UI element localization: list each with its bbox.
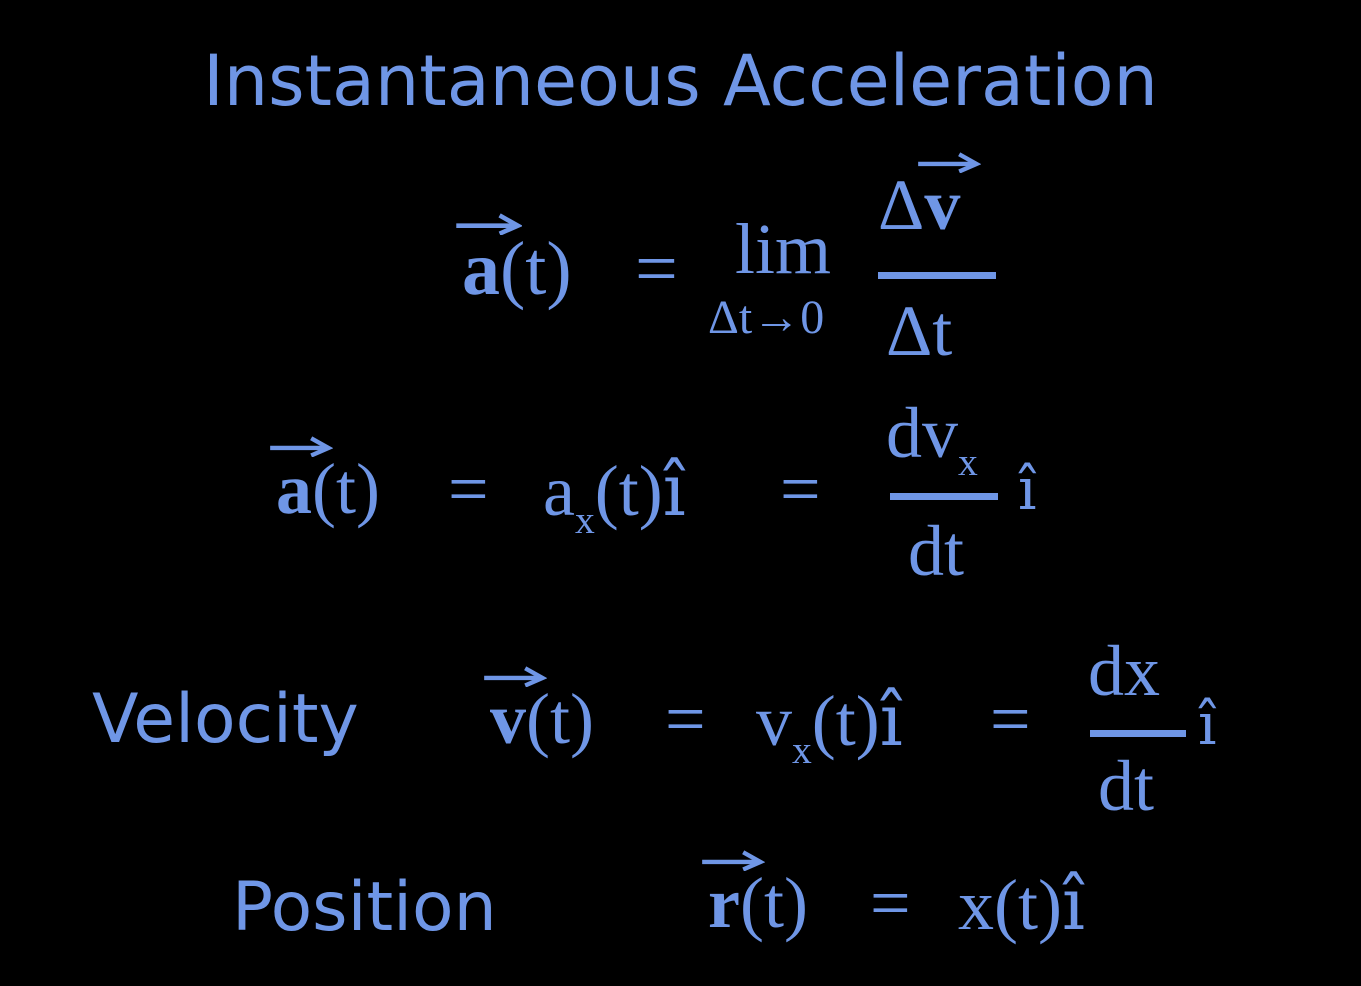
eq4-rhs: x(t)î (958, 862, 1085, 946)
eq2-lhs: a(t) (276, 448, 380, 531)
vector-arrow-icon (268, 435, 333, 457)
eq1-lim-sub: Δt→0 (708, 291, 825, 344)
eq1-denominator: Δt (886, 291, 953, 371)
eq3-lhs: v(t) (490, 678, 594, 761)
eq3-numerator: dx (1088, 631, 1160, 711)
eq2-fraction-bar (890, 493, 998, 500)
eq3-equals: = (665, 679, 706, 759)
eq1-equals: = (635, 227, 678, 311)
eq1-vector-a: a (462, 226, 500, 313)
eq2-component: $a_x(t)î$ (543, 448, 686, 542)
vector-arrow-icon (700, 849, 765, 871)
vector-arrow-icon (482, 665, 547, 687)
velocity-label: Velocity (92, 680, 359, 759)
eq4-vector-r: r (708, 862, 740, 945)
eq1-lhs: a(t) (462, 226, 572, 313)
eq1-fraction-bar (878, 272, 996, 279)
eq2-numerator: $dv_x$ (886, 393, 978, 484)
vector-arrow-icon (454, 212, 522, 235)
eq2-vector-a: a (276, 448, 312, 531)
vector-arrow-icon (916, 151, 981, 173)
eq3-vector-v: v (490, 678, 526, 761)
eq3-equals-2: = (990, 679, 1031, 759)
eq2-equals-2: = (780, 449, 821, 529)
eq3-component: $v_x(t)î$ (756, 678, 903, 772)
eq3-denominator: dt (1098, 746, 1155, 826)
eq4-equals: = (870, 863, 911, 943)
eq3-unit-vector-2: î (1198, 690, 1217, 758)
eq2-denominator: dt (908, 511, 965, 591)
eq2-equals: = (448, 449, 489, 529)
eq3-fraction-bar (1090, 730, 1186, 737)
eq4-lhs: r(t) (708, 862, 808, 945)
eq1-numerator: Δ v (878, 164, 960, 247)
eq2-unit-vector-2: î (1018, 455, 1037, 523)
position-label: Position (232, 868, 497, 947)
page-title: Instantaneous Acceleration (203, 40, 1158, 122)
eq1-lim: lim (735, 209, 832, 289)
